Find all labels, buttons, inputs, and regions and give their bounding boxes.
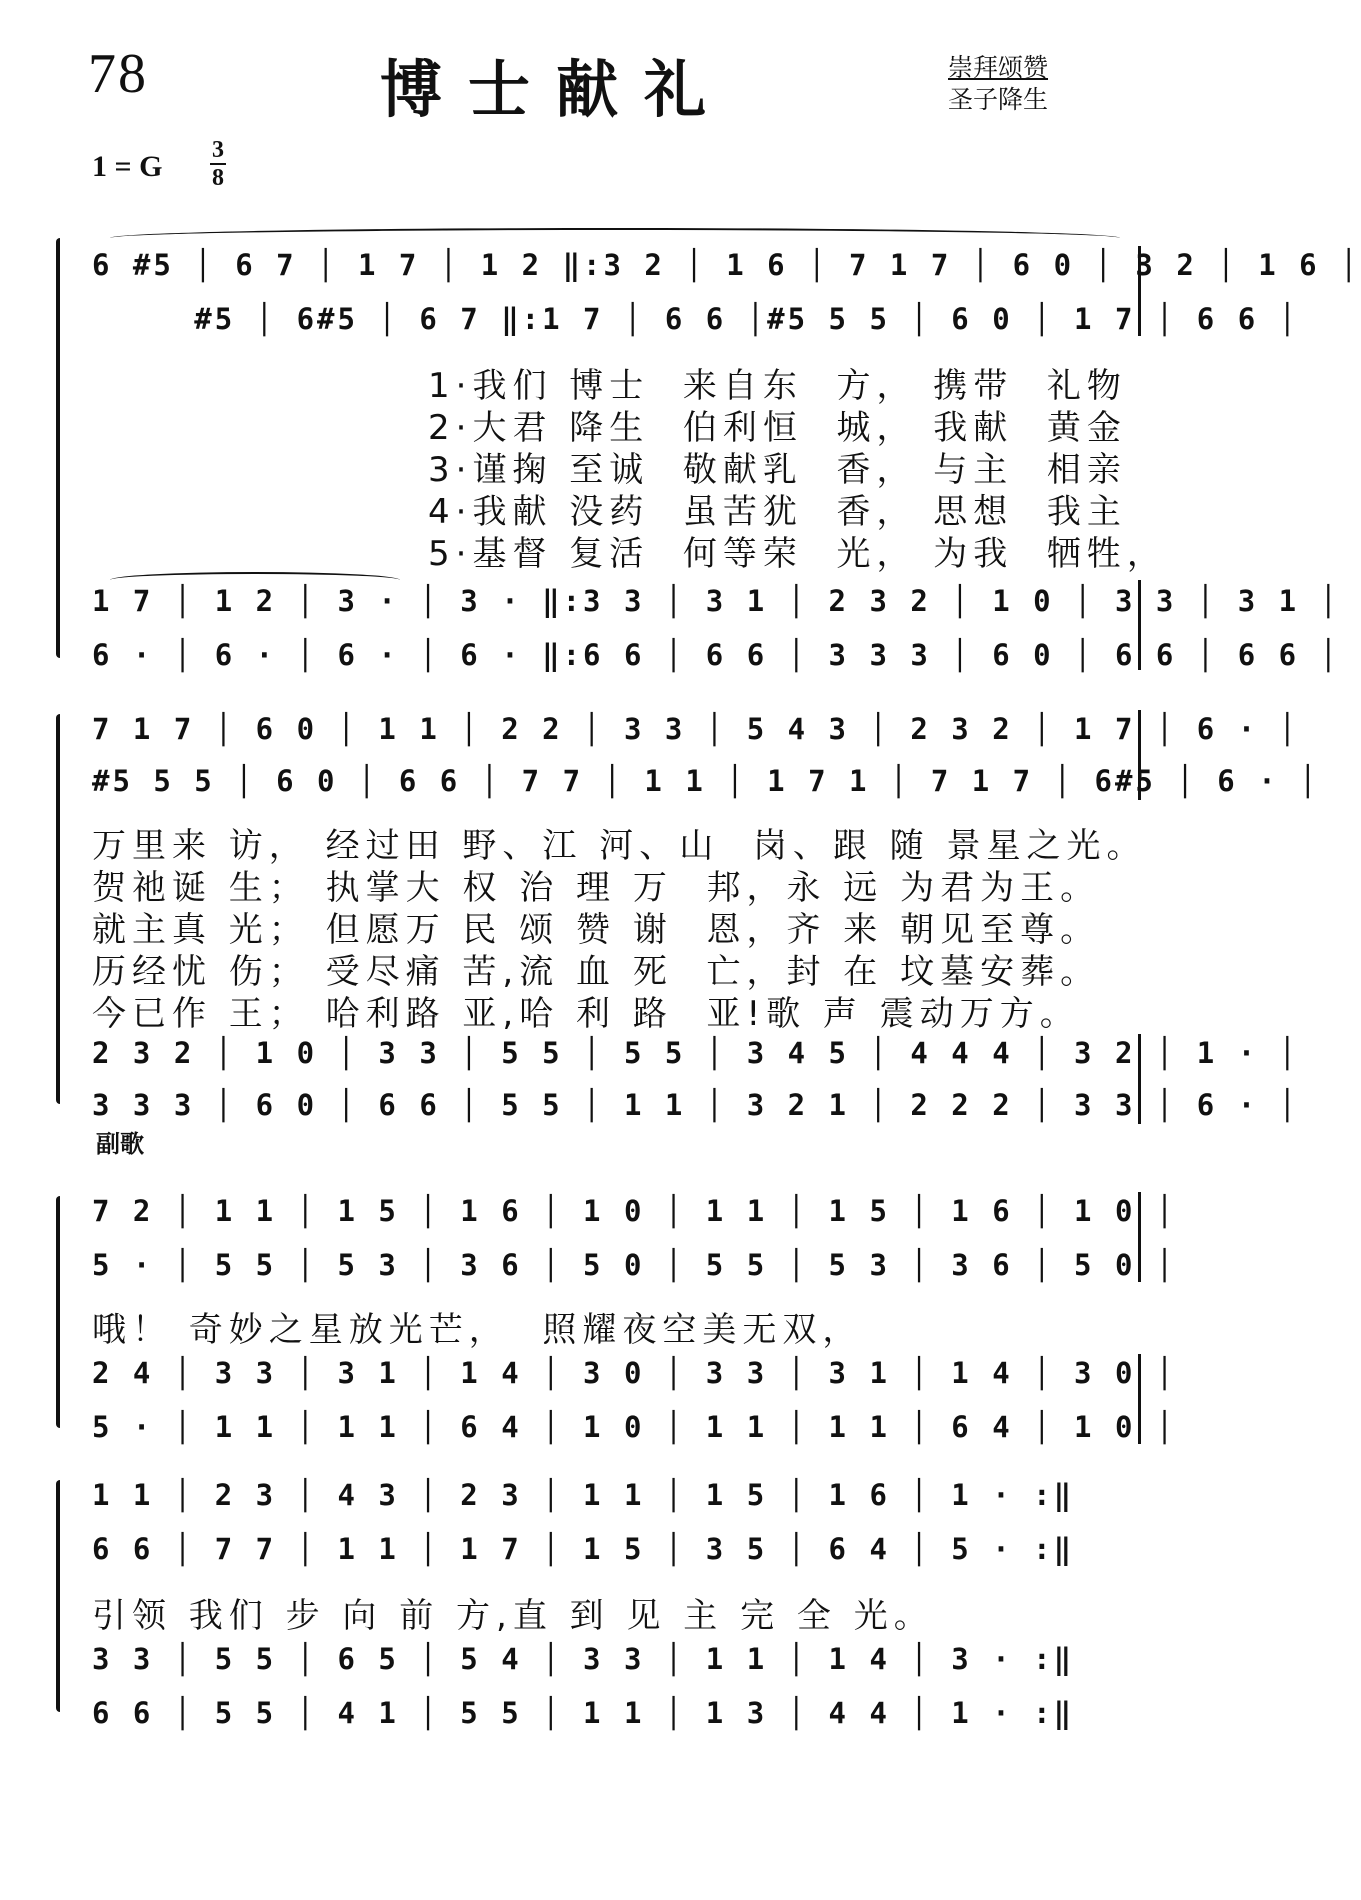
soprano-line: 1 1 │ 2 3 │ 4 3 │ 2 3 │ 1 1 │ 1 5 │ 1 6 │ 1 · :‖	[92, 1478, 1075, 1512]
verse-line: 2·大君 降生 伯利恒 城， 我献 黄金	[428, 408, 1127, 448]
system-brace	[56, 714, 60, 1104]
hymn-number: 78	[88, 43, 148, 105]
barline	[1138, 710, 1141, 800]
meter-bottom: 8	[212, 165, 224, 191]
soprano-line: 7 1 7 │ 6 0 │ 1 1 │ 2 2 │ 3 3 │ 5 4 3 │ 2 3 2 │ 1 7 │ 6 · │	[92, 712, 1300, 746]
barline	[1138, 580, 1141, 670]
verse-line: 今已作 王； 哈利路 亚,哈 利 路 亚!歌 声 震动万方。	[92, 994, 1080, 1034]
bass-line: 6 6 │ 5 5 │ 4 1 │ 5 5 │ 1 1 │ 1 3 │ 4 4 │ 1 · :‖	[92, 1696, 1075, 1730]
alto-line: 6 6 │ 7 7 │ 1 1 │ 1 7 │ 1 5 │ 3 5 │ 6 4 │ 5 · :‖	[92, 1532, 1075, 1566]
tenor-line: 3 3 │ 5 5 │ 6 5 │ 5 4 │ 3 3 │ 1 1 │ 1 4 │ 3 · :‖	[92, 1642, 1075, 1676]
barline	[1138, 1192, 1141, 1282]
alto-line: #5 │ 6#5 │ 6 7 ‖:1 7 │ 6 6 │#5 5 5 │ 6 0 │ 1 7 │ 6 6 │	[92, 302, 1300, 336]
barline	[1138, 1034, 1141, 1124]
soprano-line: 7 2 │ 1 1 │ 1 5 │ 1 6 │ 1 0 │ 1 1 │ 1 5 │ 1 6 │ 1 0 │	[92, 1194, 1177, 1228]
tenor-line: 2 4 │ 3 3 │ 3 1 │ 1 4 │ 3 0 │ 3 3 │ 3 1 │ 1 4 │ 3 0 │	[92, 1356, 1177, 1390]
tenor-line: 2 3 2 │ 1 0 │ 3 3 │ 5 5 │ 5 5 │ 3 4 5 │ 4 4 4 │ 3 2 │ 1 · │	[92, 1036, 1300, 1070]
bass-line: 5 · │ 1 1 │ 1 1 │ 6 4 │ 1 0 │ 1 1 │ 1 1 │ 6 4 │ 1 0 │	[92, 1410, 1177, 1444]
verse-line: 就主真 光； 但愿万 民 颂 赞 谢 恩，齐 来 朝见至尊。	[92, 910, 1101, 950]
time-signature	[210, 138, 226, 190]
chorus-lyric: 引领 我们 步 向 前 方,直 到 见 主 完 全 光。	[92, 1596, 934, 1636]
verse-line: 5·基督 复活 何等荣 光， 为我 牺牲，	[428, 534, 1167, 574]
verse-line: 1·我们 博士 来自东 方， 携带 礼物	[428, 366, 1127, 406]
category-secondary: 圣子降生	[948, 85, 1049, 114]
bass-line: 6 · │ 6 · │ 6 · │ 6 · ‖:6 6 │ 6 6 │ 3 3 3 │ 6 0 │ 6 6 │ 6 6 │	[92, 638, 1341, 672]
system-brace	[56, 1480, 60, 1712]
verse-line: 3·谨掬 至诚 敬献乳 香， 与主 相亲	[428, 450, 1127, 490]
chorus-lyric: 哦！ 奇妙之星放光芒， 照耀夜空美无双，	[92, 1310, 863, 1350]
alto-line: #5 5 5 │ 6 0 │ 6 6 │ 7 7 │ 1 1 │ 1 7 1 │ 7 1 7 │ 6#5 │ 6 · │	[92, 764, 1320, 798]
key-signature: 1 = G	[92, 150, 163, 183]
meter-top: 3	[212, 137, 224, 163]
system-brace	[56, 1196, 60, 1428]
bass-line: 3 3 3 │ 6 0 │ 6 6 │ 5 5 │ 1 1 │ 3 2 1 │ 2 2 2 │ 3 3 │ 6 · │	[92, 1088, 1300, 1122]
tenor-line: 1 7 │ 1 2 │ 3 · │ 3 · ‖:3 3 │ 3 1 │ 2 3 2 │ 1 0 │ 3 3 │ 3 1 │	[92, 584, 1341, 618]
hymn-title: 博士献礼	[380, 53, 733, 126]
chorus-label: 副歌	[96, 1130, 144, 1158]
system-brace	[56, 238, 60, 658]
verse-line: 4·我献 没药 虽苦犹 香， 思想 我主	[428, 492, 1127, 532]
phrase-slur	[110, 228, 1120, 248]
verse-line: 万里来 访， 经过田 野、江 河、山 岗、跟 随 景星之光。	[92, 826, 1147, 866]
verse-line: 贺祂诞 生； 执掌大 权 治 理 万 邦，永 远 为君为王。	[92, 868, 1101, 908]
soprano-line: 6 #5 │ 6 7 │ 1 7 │ 1 2 ‖:3 2 │ 1 6 │ 7 1 7 │ 6 0 │ 3 2 │ 1 6 │	[92, 248, 1361, 282]
barline	[1138, 1354, 1141, 1444]
category-primary: 崇拜颂赞	[948, 53, 1049, 82]
barline	[1138, 246, 1141, 336]
alto-line: 5 · │ 5 5 │ 5 3 │ 3 6 │ 5 0 │ 5 5 │ 5 3 │ 3 6 │ 5 0 │	[92, 1248, 1177, 1282]
verse-line: 历经忧 伤； 受尽痛 苦,流 血 死 亡，封 在 坟墓安葬。	[92, 952, 1101, 992]
